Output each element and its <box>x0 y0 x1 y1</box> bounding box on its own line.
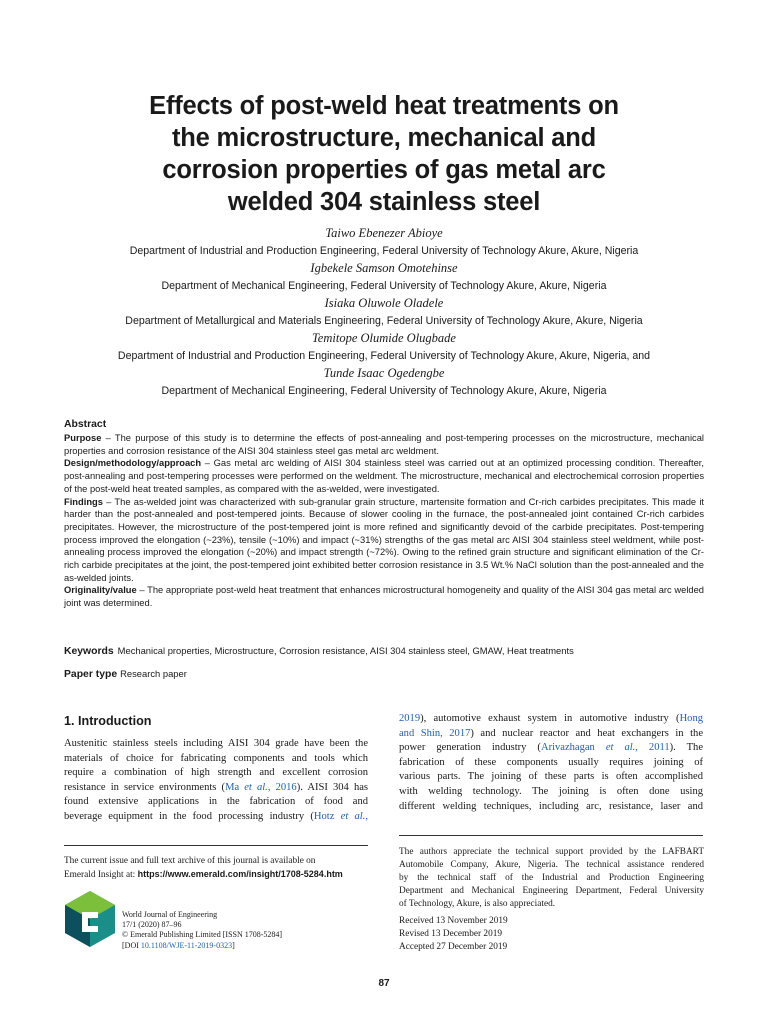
doi-link[interactable]: 10.1108/WJE-11-2019-0323 <box>140 940 233 950</box>
citation-etal: et al. <box>244 781 268 793</box>
acknowledgement <box>399 846 704 911</box>
citation-author: Arivazhagan <box>540 742 606 754</box>
design-text: – Gas metal arc welding of AISI 304 stainless steel was carried out at an optimized processing condition. Thereafter, post-annealing and post-tempering processes were performed on the weldment. The microstructure, mechanical and electrochemical corrosion properties of the post-weld heat treated samples, as compared with the as-welded, were investigated. <box>64 458 704 494</box>
body-line <box>399 727 703 742</box>
body-line: Austenitic stainless steels including AISI 304 grade have been the <box>64 738 368 749</box>
citation-link[interactable] <box>541 742 670 753</box>
abstract-originality <box>64 584 704 609</box>
body-text: power generation industry ( <box>399 742 541 754</box>
citation-link[interactable] <box>314 811 368 822</box>
body-line: found extensive applications in the fabrication of food and <box>64 796 368 808</box>
intro-column-right <box>399 712 703 814</box>
citation-year: , 2011 <box>635 742 670 754</box>
citation-year: , 2016 <box>267 781 297 793</box>
abstract-purpose <box>64 432 704 457</box>
journal-doi <box>122 941 282 951</box>
citation-author: Hotz <box>313 810 341 822</box>
archive-note <box>64 855 368 882</box>
abstract-heading: Abstract <box>64 419 107 430</box>
abstract <box>64 418 704 610</box>
journal-volume: 17/1 (2020) 87–96 <box>122 920 182 930</box>
originality-label: Originality/value <box>64 585 137 596</box>
ack-line: Automobile Company, Akure, Nigeria. The technical assistance rendered <box>399 860 704 870</box>
body-line: different welding techniques, including arc, resistance, laser and <box>399 800 703 812</box>
archive-url-link[interactable]: https://www.emerald.com/insight/1708-5284.htm <box>137 869 343 879</box>
archive-note-line <box>64 868 368 882</box>
paper-type-label: Paper type <box>64 669 118 680</box>
body-text: ) and nuclear reactor and heat exchangers in the <box>470 727 703 739</box>
page-number: 87 <box>378 978 390 989</box>
title-line: welded 304 stainless steel <box>227 188 541 216</box>
journal-info <box>122 910 282 951</box>
author-affiliation: Department of Mechanical Engineering, Federal University of Technology Akure, Akure, Nigeria <box>161 280 607 292</box>
title-line: the microstructure, mechanical and <box>172 124 596 152</box>
citation-link[interactable]: Hong <box>679 713 703 724</box>
abstract-design <box>64 457 704 495</box>
body-line <box>399 741 703 756</box>
citation-year: , <box>365 810 368 822</box>
journal-name: World Journal of Engineering <box>122 910 218 919</box>
body-text: ), automotive exhaust system in automotive industry ( <box>420 713 680 724</box>
paper-title <box>90 90 678 218</box>
body-line: various parts. The joining of these parts is often accomplished <box>399 771 703 783</box>
ack-line: by the technical staff of the Industrial and Production Engineering <box>399 873 704 883</box>
author-affiliation: Department of Industrial and Production Engineering, Federal University of Technology Akure, Akure, Nigeria, and <box>117 350 651 362</box>
received-date: Received 13 November 2019 <box>399 916 508 926</box>
purpose-label: Purpose <box>64 433 102 443</box>
originality-text: – The appropriate post-weld heat treatment that enhances microstructural homogeneity and quality of the AISI 304 gas metal arc welded joint was determined. <box>64 585 704 609</box>
author-affiliation: Department of Metallurgical and Materials Engineering, Federal University of Technology Akure, Akure, Nigeria <box>125 315 643 327</box>
keywords-text: Mechanical properties, Microstructure, Corrosion resistance, AISI 304 stainless steel, GMAW, Heat treatments <box>117 645 574 656</box>
keywords-label: Keywords <box>64 646 114 657</box>
section-heading: 1. Introduction <box>64 714 152 728</box>
purpose-text: – The purpose of this study is to determine the effects of post-annealing and post-tempering processes on the microstructure, mechanical properties and corrosion resistance of the AISI 304 stainless steel gas metal arc weldment. <box>64 433 704 456</box>
archive-note-line: The current issue and full text archive of this journal is available on <box>64 856 316 866</box>
paper-type <box>64 668 187 680</box>
keywords <box>64 645 724 657</box>
journal-copyright: © Emerald Publishing Limited [ISSN 1708-5284] <box>122 930 283 940</box>
divider <box>64 845 368 846</box>
title-line: Effects of post-weld heat treatments on <box>149 92 619 120</box>
ack-line: Department and Mechanical Engineering Department, Federal University <box>399 886 704 896</box>
body-line: require a combination of high strength and excellent corrosion <box>64 767 368 779</box>
emerald-logo-icon <box>64 890 116 948</box>
citation-link[interactable]: and Shin, 2017 <box>399 727 471 739</box>
citation-author: Ma <box>225 781 245 793</box>
body-line <box>399 712 703 727</box>
citation-link[interactable] <box>225 782 297 793</box>
author-name: Tunde Isaac Ogedengbe <box>323 366 445 380</box>
divider <box>399 835 703 836</box>
ack-line: of Technology, Akure, is also appreciated. <box>399 899 556 909</box>
citation-etal: et al. <box>340 810 366 822</box>
author-affiliation: Department of Industrial and Production Engineering, Federal University of Technology Akure, Akure, Nigeria <box>129 245 639 257</box>
author-name: Igbekele Samson Omotehinse <box>310 261 458 275</box>
body-line: with welding technology. The joining is often done using <box>399 785 703 797</box>
author-name: Taiwo Ebenezer Abioye <box>325 226 443 240</box>
citation-etal: et al. <box>605 742 636 754</box>
revised-date: Revised 13 December 2019 <box>399 929 503 939</box>
body-text: beverage equipment in the food processing industry ( <box>64 810 314 822</box>
design-label: Design/methodology/approach <box>64 458 202 469</box>
body-line: fabrication of these components usually requires joining of <box>399 756 703 768</box>
citation-link[interactable]: 2019 <box>399 713 421 724</box>
accepted-date: Accepted 27 December 2019 <box>399 942 508 952</box>
history-dates <box>399 915 508 954</box>
author-name: Temitope Olumide Olugbade <box>312 331 456 345</box>
author-name: Isiaka Oluwole Oladele <box>324 296 444 310</box>
title-line: corrosion properties of gas metal arc <box>162 156 606 184</box>
findings-text: – The as-welded joint was characterized with sub-granular grain structure, martensite formation and Cr-rich carbides precipitates. This made it harder than the post-annealed and post-tempered joints. Because of slower cooling in the furnace, the post-annealed joint contained Cr-rich carbides precipitates. However, the microstructure of the post-tempered joint is more refined and significantly devoid of the carbide precipitates. Post-tempering process improved the elongation (~23%), tensile (~10%) and impact (~31%) strengths of the gas metal arc AISI 304 stainless steel weldment, while post-annealing process improved the elongation (~20%) and impact strength (~72%). Owing to the refined grain structure and significant elimination of the Cr-rich carbide precipitates at the joint, the post-tempered joint exhibited better corrosion resistance in 3.5 Wt.% NaCl solution than the post-annealed and the as-welded joints. <box>64 496 704 583</box>
body-line <box>64 810 368 825</box>
body-text: ). The <box>669 742 703 754</box>
author-affiliation: Department of Mechanical Engineering, Federal University of Technology Akure, Akure, Nigeria <box>161 385 607 397</box>
ack-line: The authors appreciate the technical support provided by the LAFBART <box>399 847 704 857</box>
archive-note-prefix: Emerald Insight at: <box>64 870 138 880</box>
body-text: ). AISI 304 has <box>296 781 368 793</box>
body-line: materials of choice for fabricating components and tools which <box>64 752 368 764</box>
author-list <box>60 225 708 400</box>
doi-suffix: ] <box>232 940 235 950</box>
doi-prefix: [DOI <box>122 940 141 950</box>
body-line <box>64 781 368 796</box>
findings-label: Findings <box>64 496 103 507</box>
abstract-findings <box>64 496 704 585</box>
paper-type-text: Research paper <box>120 668 187 679</box>
intro-column-left <box>64 737 368 825</box>
body-text: resistance in service environments ( <box>64 781 226 793</box>
